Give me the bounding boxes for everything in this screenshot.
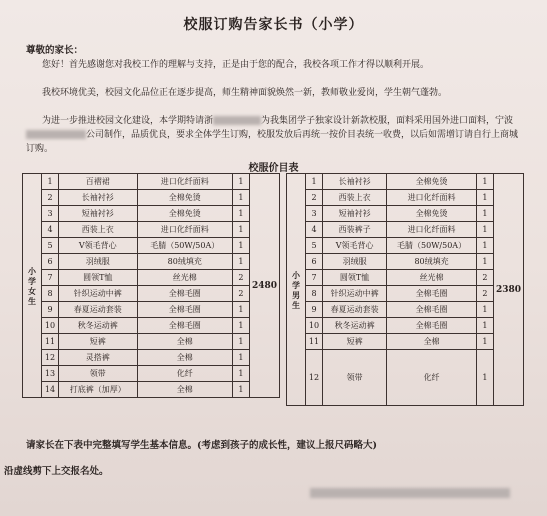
row-number: 4: [42, 222, 59, 238]
table-row: [287, 286, 524, 302]
material: 80绒填充: [387, 254, 477, 270]
girls-price-table: [22, 173, 280, 398]
salutation: 尊敬的家长：: [26, 45, 84, 56]
row-number: 9: [306, 302, 323, 318]
table-row: [287, 222, 524, 238]
item-name: 羽绒服: [59, 254, 138, 270]
table-row: [23, 254, 280, 270]
table-row: [23, 334, 280, 350]
quantity: 1: [476, 222, 493, 238]
item-name: 短裤: [323, 334, 387, 350]
item-name: 西装上衣: [59, 222, 138, 238]
table-row: [23, 382, 280, 398]
paragraph-1: 您好！首先感谢您对我校工作的理解与支持，正是由于您的配合，我校各项工作才得以顺利开展。: [42, 60, 430, 70]
row-number: 1: [42, 174, 59, 190]
redacted-text: [213, 116, 261, 125]
material: 全棉毛圈: [387, 302, 477, 318]
table-row: [23, 366, 280, 382]
paragraph-3-part-c: 公司制作，品质优良，要求全体学生订购，校服发放后再统一按价目表统一收费，以后如需增订请自行上商城订购。: [26, 130, 519, 154]
material: 毛腈（50W/50A）: [137, 238, 232, 254]
item-name: 羽绒服: [323, 254, 387, 270]
table-row: [287, 270, 524, 286]
material: 全棉免烫: [387, 174, 477, 190]
material: 毛腈（50W/50A）: [387, 238, 477, 254]
item-name: 秋冬运动裤: [323, 318, 387, 334]
table-row: [287, 190, 524, 206]
paragraph-2: 我校环境优美，校园文化品位正在逐步提高，师生精神面貌焕然一新，教师敬业爱岗，学生朝气蓬勃。: [42, 88, 448, 98]
quantity: 2: [476, 270, 493, 286]
item-name: 领带: [59, 366, 138, 382]
material: 丝光棉: [387, 270, 477, 286]
quantity: 1: [476, 238, 493, 254]
row-number: 6: [42, 254, 59, 270]
item-name: 领带: [323, 350, 387, 406]
table-row: [287, 254, 524, 270]
item-name: 长袖衬衫: [323, 174, 387, 190]
row-number: 10: [306, 318, 323, 334]
quantity: 1: [476, 174, 493, 190]
item-name: V领毛背心: [323, 238, 387, 254]
row-number: 2: [42, 190, 59, 206]
paragraph-3: [26, 114, 526, 156]
material: 全棉: [137, 350, 232, 366]
material: 80绒填充: [137, 254, 232, 270]
material: 进口化纤面料: [137, 174, 232, 190]
row-number: 4: [306, 222, 323, 238]
quantity: 1: [232, 302, 249, 318]
item-name: 短裤: [59, 334, 138, 350]
quantity: 1: [232, 174, 249, 190]
table-row: [23, 174, 280, 190]
quantity: 2: [232, 270, 249, 286]
item-name: 灵搭裤: [59, 350, 138, 366]
page-title: 校服订购告家长书（小学）: [183, 17, 364, 33]
row-number: 5: [42, 238, 59, 254]
quantity: 1: [476, 190, 493, 206]
row-number: 2: [306, 190, 323, 206]
item-name: 针织运动中裤: [59, 286, 138, 302]
row-number: 7: [306, 270, 323, 286]
table-row: [287, 318, 524, 334]
item-name: 短袖衬衫: [59, 206, 138, 222]
quantity: 1: [476, 206, 493, 222]
row-number: 8: [42, 286, 59, 302]
material: 进口化纤面料: [137, 222, 232, 238]
quantity: 1: [476, 302, 493, 318]
material: 全棉毛圈: [387, 286, 477, 302]
table-row: [287, 350, 524, 406]
row-number: 3: [42, 206, 59, 222]
row-number: 12: [42, 350, 59, 366]
row-number: 8: [306, 286, 323, 302]
material: 化纤: [137, 366, 232, 382]
footer-instruction: 请家长在下表中完整填写学生基本信息。(考虑到孩子的成长性，建议上报尺码略大): [26, 440, 377, 451]
material: 全棉毛圈: [387, 318, 477, 334]
paragraph-3-part-a: 为进一步推进校园文化建设，本学期特请浙: [42, 116, 214, 126]
quantity: 1: [476, 334, 493, 350]
quantity: 1: [232, 206, 249, 222]
row-number: 14: [42, 382, 59, 398]
footer-cut-note: 沿虚线剪下上交报名处。: [4, 466, 109, 477]
row-number: 11: [42, 334, 59, 350]
quantity: 1: [232, 350, 249, 366]
row-number: 6: [306, 254, 323, 270]
table-row: [287, 302, 524, 318]
table-row: [287, 238, 524, 254]
material: 全棉免烫: [387, 206, 477, 222]
quantity: 2: [476, 286, 493, 302]
row-number: 5: [306, 238, 323, 254]
row-number: 12: [306, 350, 323, 406]
girls-group-label: 小学女生: [23, 174, 42, 398]
material: 化纤: [387, 350, 477, 406]
item-name: 西装上衣: [323, 190, 387, 206]
quantity: 1: [476, 318, 493, 334]
material: 全棉: [137, 382, 232, 398]
table-row: [23, 350, 280, 366]
row-number: 11: [306, 334, 323, 350]
material: 全棉免烫: [137, 206, 232, 222]
item-name: 长袖衬衫: [59, 190, 138, 206]
quantity: 1: [476, 254, 493, 270]
item-name: 圆领T恤: [59, 270, 138, 286]
row-number: 1: [306, 174, 323, 190]
table-row: [23, 270, 280, 286]
table-row: [23, 222, 280, 238]
girls-total-price: 2480: [249, 174, 279, 398]
material: 进口化纤面料: [387, 190, 477, 206]
row-number: 9: [42, 302, 59, 318]
item-name: 西装裤子: [323, 222, 387, 238]
material: 全棉: [137, 334, 232, 350]
redacted-signature: [310, 488, 510, 498]
boys-group-label: 小学男生: [287, 174, 306, 406]
material: 全棉毛圈: [137, 318, 232, 334]
quantity: 1: [232, 334, 249, 350]
row-number: 7: [42, 270, 59, 286]
row-number: 10: [42, 318, 59, 334]
item-name: 短袖衬衫: [323, 206, 387, 222]
item-name: V领毛背心: [59, 238, 138, 254]
table-row: [23, 190, 280, 206]
material: 全棉毛圈: [137, 286, 232, 302]
table-row: [287, 206, 524, 222]
redacted-text: [26, 130, 86, 139]
boys-total-price: 2380: [493, 174, 523, 406]
item-name: 圆领T恤: [323, 270, 387, 286]
table-row: [287, 174, 524, 190]
material: 丝光棉: [137, 270, 232, 286]
quantity: 1: [232, 366, 249, 382]
table-row: [287, 334, 524, 350]
table-row: [23, 238, 280, 254]
table-row: [23, 286, 280, 302]
item-name: 春夏运动套装: [323, 302, 387, 318]
item-name: 春夏运动套装: [59, 302, 138, 318]
row-number: 13: [42, 366, 59, 382]
table-row: [23, 206, 280, 222]
quantity: 1: [232, 238, 249, 254]
quantity: 1: [476, 350, 493, 406]
boys-price-table: [286, 173, 524, 406]
table-row: [23, 318, 280, 334]
item-name: 打底裤（加厚）: [59, 382, 138, 398]
quantity: 1: [232, 254, 249, 270]
paragraph-3-part-b: 为我集团学子独家设计新款校服，面料采用国外进口面料，宁波: [261, 116, 514, 126]
row-number: 3: [306, 206, 323, 222]
material: 全棉: [387, 334, 477, 350]
material: 进口化纤面料: [387, 222, 477, 238]
quantity: 2: [232, 286, 249, 302]
quantity: 1: [232, 222, 249, 238]
quantity: 1: [232, 318, 249, 334]
table-row: [23, 302, 280, 318]
material: 全棉免烫: [137, 190, 232, 206]
price-table-title: 校服价目表: [248, 163, 299, 174]
quantity: 1: [232, 382, 249, 398]
item-name: 针织运动中裤: [323, 286, 387, 302]
quantity: 1: [232, 190, 249, 206]
item-name: 百褶裙: [59, 174, 138, 190]
material: 全棉毛圈: [137, 302, 232, 318]
item-name: 秋冬运动裤: [59, 318, 138, 334]
